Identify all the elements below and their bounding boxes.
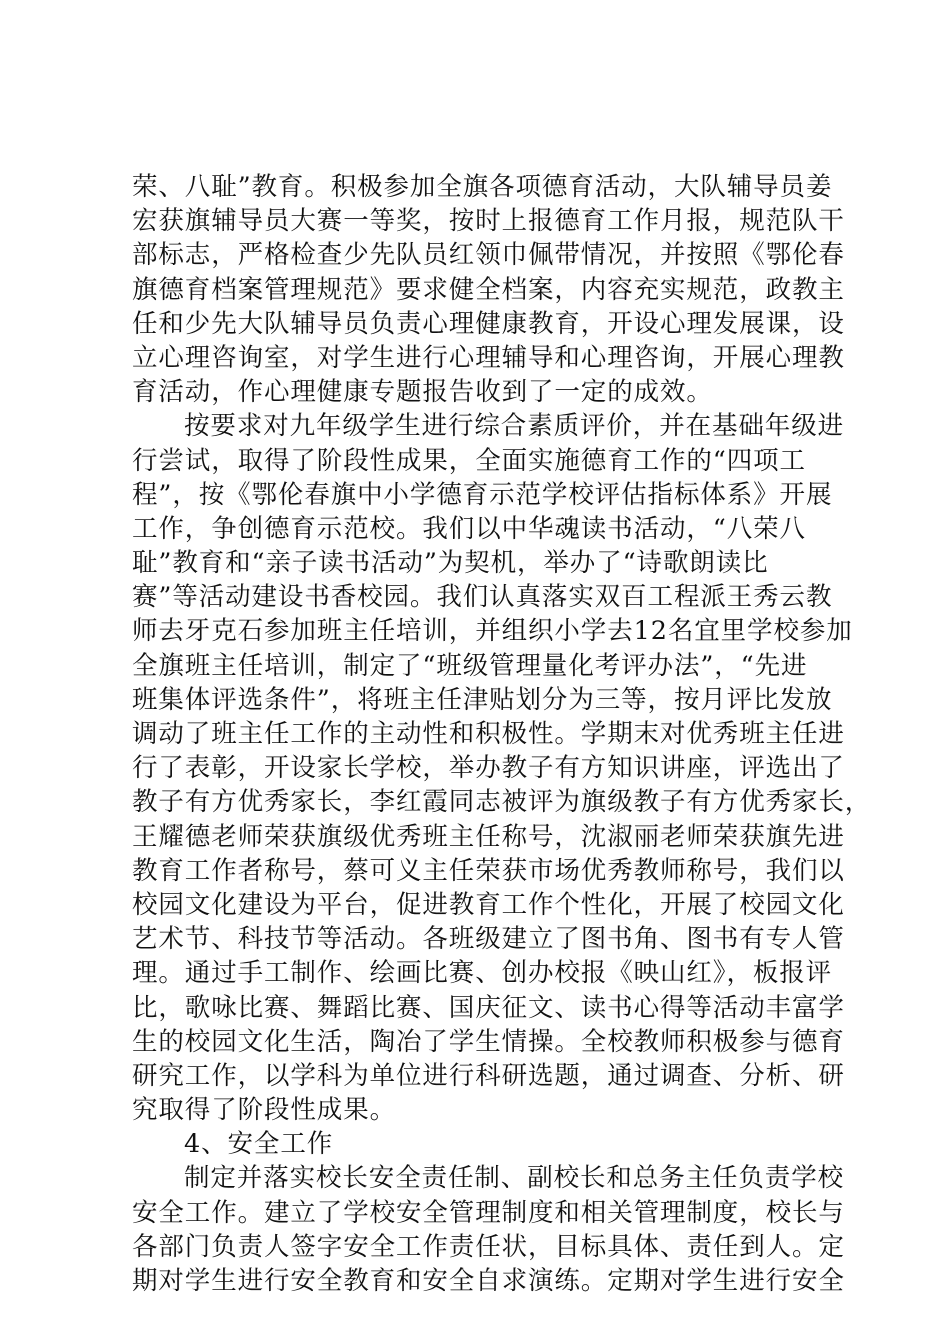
- text-line: 部标志，严格检查少先队员红领巾佩带情况，并按照《鄂伦春: [132, 240, 845, 271]
- text-line: 行尝试，取得了阶段性成果，全面实施德育工作的“四项工: [132, 445, 806, 476]
- text-line: 调动了班主任工作的主动性和积极性。学期末对优秀班主任进: [132, 719, 845, 749]
- text-line: 理。通过手工制作、绘画比赛、创办校报《映山红》，板报评: [132, 958, 833, 989]
- text-line: 比，歌咏比赛、舞蹈比赛、国庆征文、读书心得等活动丰富学: [132, 992, 845, 1023]
- text-line: 全旗班主任培训，制定了“班级管理量化考评办法”，“先进: [132, 650, 808, 681]
- paragraph-1: [132, 170, 845, 409]
- paragraph-3: [132, 1161, 845, 1298]
- text-line: 师去牙克石参加班主任培训，并组织小学去12名宜里学校参加: [132, 616, 853, 647]
- text-line: 教育工作者称号，蔡可义主任荣获市场优秀教师称号，我们以: [132, 855, 845, 886]
- text-line: 究取得了阶段性成果。: [132, 1095, 397, 1126]
- paragraph-2: [132, 409, 872, 1127]
- text-line: 安全工作。建立了学校安全管理制度和相关管理制度，校长与: [132, 1197, 845, 1228]
- text-line: 任和少先大队辅导员负责心理健康教育，开设心理发展课，设: [132, 308, 845, 339]
- text-line: 赛”等活动建设书香校园。我们认真落实双百工程派王秀云教: [132, 582, 833, 613]
- text-line: 程”，按《鄂伦春旗中小学德育示范学校评估指标体系》开展: [132, 479, 833, 510]
- text-line: 班集体评选条件”，将班主任津贴划分为三等，按月评比发放: [132, 684, 833, 715]
- text-line: 各部门负责人签字安全工作责任状，目标具体、责任到人。定: [132, 1231, 845, 1262]
- text-line: 旗德育档案管理规范》要求健全档案，内容充实规范，政教主: [132, 274, 845, 305]
- text-line: 制定并落实校长安全责任制、副校长和总务主任负责学校: [184, 1163, 845, 1194]
- text-line: 荣、八耻”教育。积极参加全旗各项德育活动，大队辅导员姜: [132, 172, 833, 202]
- text-line: 宏获旗辅导员大赛一等奖，按时上报德育工作月报，规范队干: [132, 206, 845, 237]
- text-line: 生的校园文化生活，陶冶了学生情操。全校教师积极参与德育: [132, 1026, 845, 1057]
- text-line: 工作，争创德育示范校。我们以中华魂读书活动，“八荣八: [132, 513, 806, 544]
- text-line: 教子有方优秀家长，李红霞同志被评为旗级教子有方优秀家长，: [132, 787, 872, 818]
- document-page: [132, 170, 872, 1298]
- text-line: 研究工作，以学科为单位进行科研选题，通过调查、分析、研: [132, 1060, 845, 1091]
- text-line: 校园文化建设为平台，促进教育工作个性化，开展了校园文化: [132, 889, 845, 920]
- section-heading: 4、安全工作: [184, 1129, 334, 1160]
- text-line: 艺术节、科技节等活动。各班级建立了图书角、图书有专人管: [132, 924, 845, 955]
- text-line: 按要求对九年级学生进行综合素质评价，并在基础年级进: [184, 411, 845, 442]
- text-line: 育活动，作心理健康专题报告收到了一定的成效。: [132, 377, 713, 408]
- text-line: 期对学生进行安全教育和安全自求演练。定期对学生进行安全: [132, 1266, 845, 1296]
- text-line: 王耀德老师荣获旗级优秀班主任称号，沈淑丽老师荣获旗先进: [132, 821, 845, 852]
- text-line: 行了表彰，开设家长学校，举办教子有方知识讲座，评选出了: [132, 753, 845, 784]
- text-line: 耻”教育和“亲子读书活动”为契机，举办了“诗歌朗读比: [132, 548, 769, 579]
- text-line: 立心理咨询室，对学生进行心理辅导和心理咨询，开展心理教: [132, 342, 845, 373]
